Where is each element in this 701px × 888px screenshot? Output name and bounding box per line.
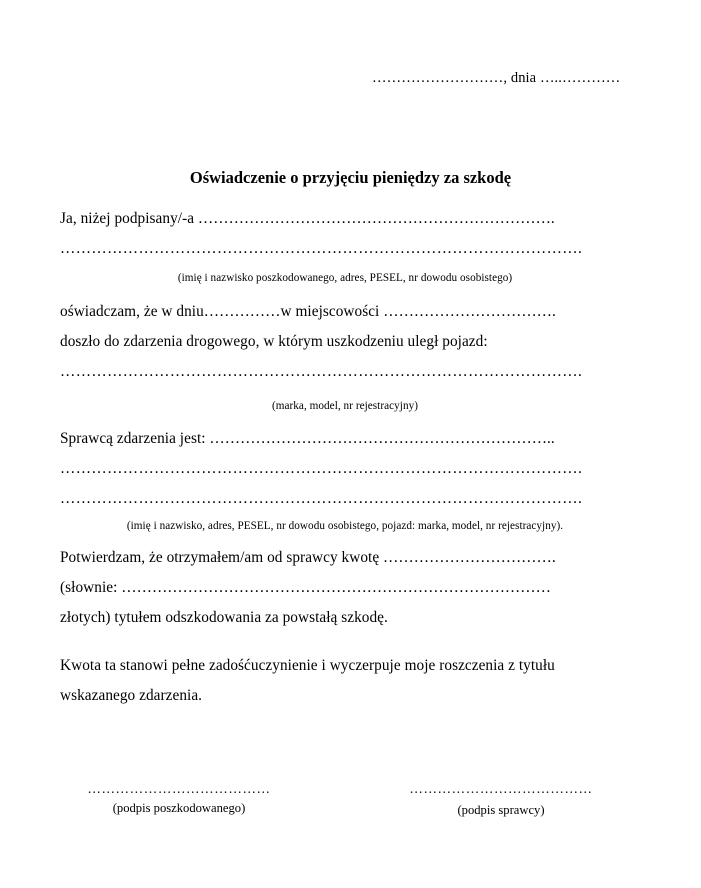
- declarant-line-1: Ja, niżej podpisany/-a …………………………………………………………….: [60, 210, 555, 227]
- incident-line-1: oświadczam, że w dniu……………w miejscowości …………………………….: [60, 303, 556, 320]
- signature-block-perpetrator: [393, 782, 609, 820]
- signature-caption-injured: (podpis poszkodowanego): [112, 801, 246, 815]
- date-place-line: ………………………, dnia …..…………: [372, 70, 621, 86]
- caption-injured-party: (imię i nazwisko poszkodowanego, adres, PESEL, nr dowodu osobistego): [177, 272, 513, 284]
- amount-line-3: złotych) tytułem odszkodowania za powstałą szkodę.: [60, 609, 388, 626]
- page-title: Oświadczenie o przyjęciu pieniędzy za szkodę: [189, 168, 512, 188]
- settlement-line-2: wskazanego zdarzenia.: [60, 687, 203, 704]
- declarant-line-2: ……………………………………………………………………………………….: [60, 240, 583, 257]
- signature-caption-perpetrator: (podpis sprawcy): [457, 803, 545, 817]
- perpetrator-line-3: ……………………………………………………………………………………….: [60, 490, 583, 507]
- amount-line-1: Potwierdzam, że otrzymałem/am od sprawcy kwotę …………………………….: [60, 549, 556, 566]
- document-body: [60, 204, 630, 711]
- perpetrator-line-2: ……………………………………………………………………………………….: [60, 460, 583, 477]
- paragraph-gap: [60, 633, 630, 651]
- incident-line-2: doszło do zdarzenia drogowego, w którym uszkodzeniu uległ pojazd:: [60, 333, 488, 350]
- caption-perpetrator: (imię i nazwisko, adres, PESEL, nr dowodu osobistego, pojazd: marka, model, nr rejestracyjny).: [126, 520, 564, 532]
- perpetrator-line-1: Sprawcą zdarzenia jest: …………………………………………………………..: [60, 430, 555, 447]
- signature-area: [0, 782, 701, 842]
- signature-line-perpetrator: …………………………………: [409, 781, 593, 796]
- settlement-line-1: Kwota ta stanowi pełne zadośćuczynienie i wyczerpuje moje roszczenia z tytułu: [60, 657, 555, 674]
- signature-block-injured: [71, 782, 287, 818]
- caption-vehicle: (marka, model, nr rejestracyjny): [271, 400, 419, 412]
- signature-line-injured: …………………………………: [87, 781, 271, 796]
- amount-line-2: (słownie: …………………………………………………………………………: [60, 579, 551, 596]
- vehicle-line: ……………………………………………………………………………………….: [60, 363, 583, 380]
